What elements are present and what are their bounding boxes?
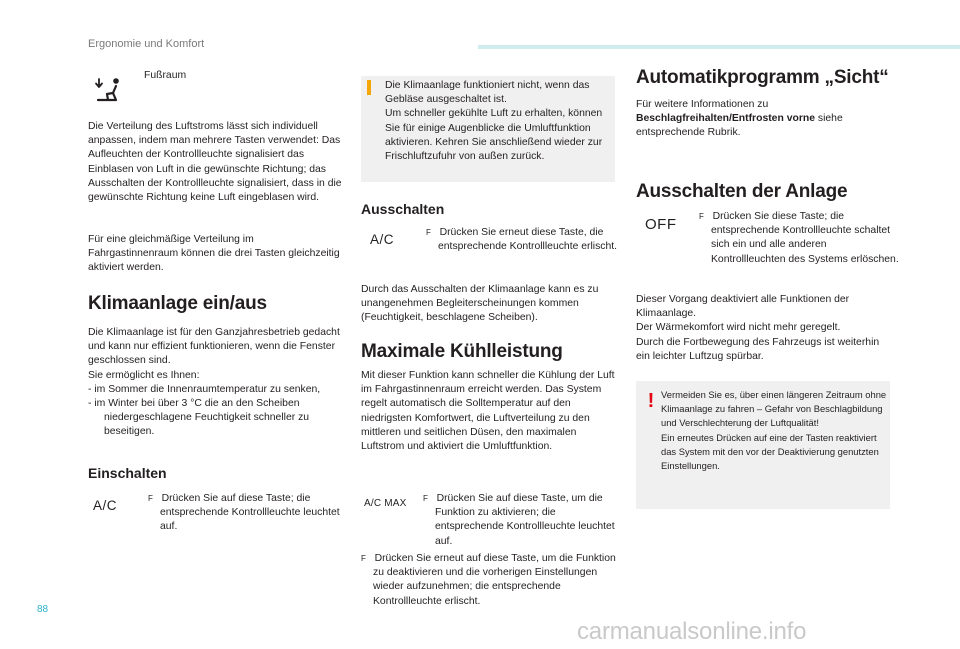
- ac-intro-text: Die Klimaanlage ist für den Ganzjahresbetrieb gedacht und kann nur effizient funktionieren, wenn die Fenster geschlossen sind.: [88, 327, 340, 367]
- ac-max-button-icon: A/C MAX: [364, 498, 407, 509]
- info-icon: [367, 80, 371, 95]
- max-off-text: Drücken Sie erneut auf diese Taste, um die Funktion zu deaktivieren und die vorherigen Einstellungen wieder aufzunehmen; die entsprechende Kontrollleuchte erlischt.: [373, 553, 616, 607]
- airflow-paragraph: Die Verteilung des Luftstroms lässt sich individuell anpassen, indem man mehrere Tasten verwendet: Das Aufleuchten der Kontrollleuchte signalisiert das Einblasen von Luft in die gewünschte Richtung; das Ausschalten der Kontrollleuchte signalisiert, dass in die gewünschte Richtung keine Luft eingeblasen wird.: [88, 121, 342, 204]
- switch-off-note: Durch das Ausschalten der Klimaanlage kann es zu unangenehmen Begleiterscheinungen kommen (Feuchtigkeit, beschlagene Scheiben).: [361, 284, 599, 324]
- ac-on-off-heading: Klimaanlage ein/aus: [88, 293, 267, 314]
- watermark: carmanualsonline.info: [577, 618, 807, 645]
- header-accent-bar: [478, 45, 960, 49]
- auto-visibility-outro: siehe entsprechende Rubrik.: [636, 113, 843, 139]
- switch-on-text: Drücken Sie auf diese Taste; die entsprechende Kontrollleuchte leuchtet auf.: [160, 493, 340, 533]
- shutdown-line: Durch die Fortbewegung des Fahrzeugs ist weiterhin ein leichter Luftzug spürbar.: [636, 336, 880, 362]
- auto-visibility-intro: Für weitere Informationen zu: [636, 99, 769, 110]
- defrost-reference: Beschlagfreihalten/Entfrosten vorne: [636, 113, 815, 125]
- ac-list-item-winter: - im Winter bei über 3 °C die an den Scheiben niedergeschlagene Feuchtigkeit schneller zu beseitigen.: [88, 398, 310, 438]
- max-off-instruction: [361, 552, 627, 609]
- switch-on-heading: Einschalten: [88, 465, 167, 481]
- warning-line-risk: Vermeiden Sie es, über einen längeren Zeitraum ohne Klimaanlage zu fahren – Gefahr von Beschlagbildung und Verschlechterung der Luftqualität!: [661, 389, 887, 429]
- info-line-recirc: Um schneller gekühlte Luft zu erhalten, können Sie für einige Augenblicke die Umluftfunktion aktivieren. Kehren Sie anschließend wieder zur Frischluftzufuhr von außen zurück.: [385, 108, 603, 163]
- max-cooling-heading: Maximale Kühlleistung: [361, 341, 563, 362]
- section-title: Ergonomie und Komfort: [88, 38, 205, 50]
- info-text: [385, 79, 611, 164]
- shutdown-line: Dieser Vorgang deaktiviert alle Funktionen der Klimaanlage.: [636, 294, 850, 320]
- shutdown-line: Der Wärmekomfort wird nicht mehr geregelt.: [636, 322, 841, 334]
- distribution-paragraph: Für eine gleichmäßige Verteilung im Fahrgastinnenraum können die drei Tasten gleichzeitig aktiviert werden.: [88, 234, 340, 274]
- max-on-text: Drücken Sie auf diese Taste, um die Funktion zu aktivieren; die entsprechende Kontrollleuchte leuchtet auf.: [435, 493, 615, 547]
- ac-list-item-summer: - im Sommer die Innenraumtemperatur zu senken,: [88, 383, 321, 395]
- bullet-icon: F: [148, 494, 153, 503]
- off-text: Drücken Sie diese Taste; die entsprechende Kontrollleuchte schaltet sich ein und alle anderen Kontrollleuchten des Systems erlöschen.: [711, 211, 899, 265]
- max-cooling-paragraph: Mit dieser Funktion kann schneller die Kühlung der Luft im Fahrgastinnenraum erreicht werden. Das System regelt automatisch die Solltemperatur auf den niedrigsten Komfortwert, die Luftverteilung zu den mittleren und seitlichen Düsen, den maximalen Luftstrom und aktiviert die Umluftfunktion.: [361, 370, 615, 453]
- warning-line-reactivate: Ein erneutes Drücken auf eine der Tasten reaktiviert das System mit den vor der Deaktivierung genutzten Einstellungen.: [661, 431, 879, 472]
- bullet-icon: F: [699, 212, 704, 221]
- shutdown-heading: Ausschalten der Anlage: [636, 181, 848, 202]
- warning-text: [661, 388, 888, 473]
- footwell-icon: [92, 77, 126, 107]
- footwell-label: Fußraum: [144, 70, 187, 81]
- auto-visibility-heading: Automatikprogramm „Sicht“: [636, 67, 889, 88]
- switch-off-instruction: [426, 226, 628, 254]
- off-button-icon: OFF: [645, 216, 677, 233]
- ac-intro: [88, 326, 346, 440]
- page-number: 88: [37, 604, 49, 615]
- bullet-icon: F: [423, 494, 428, 503]
- auto-visibility-paragraph: [636, 98, 890, 141]
- switch-on-instruction: [148, 492, 356, 535]
- shutdown-paragraph: [636, 293, 890, 364]
- max-on-instruction: [423, 492, 625, 549]
- switch-off-heading: Ausschalten: [361, 201, 445, 217]
- ac-button-icon: A/C: [93, 498, 118, 513]
- off-instruction: [699, 210, 901, 267]
- ac-button-icon: A/C: [370, 232, 395, 247]
- ac-intro-tip: Sie ermöglicht es Ihnen:: [88, 369, 200, 381]
- info-line-fan: Die Klimaanlage funktioniert nicht, wenn das Gebläse ausgeschaltet ist.: [385, 80, 590, 106]
- bullet-icon: F: [361, 554, 366, 563]
- bullet-icon: F: [426, 228, 431, 237]
- warning-icon: !: [647, 390, 655, 412]
- switch-off-text: Drücken Sie erneut diese Taste, die entsprechende Kontrollleuchte erlischt.: [438, 227, 618, 253]
